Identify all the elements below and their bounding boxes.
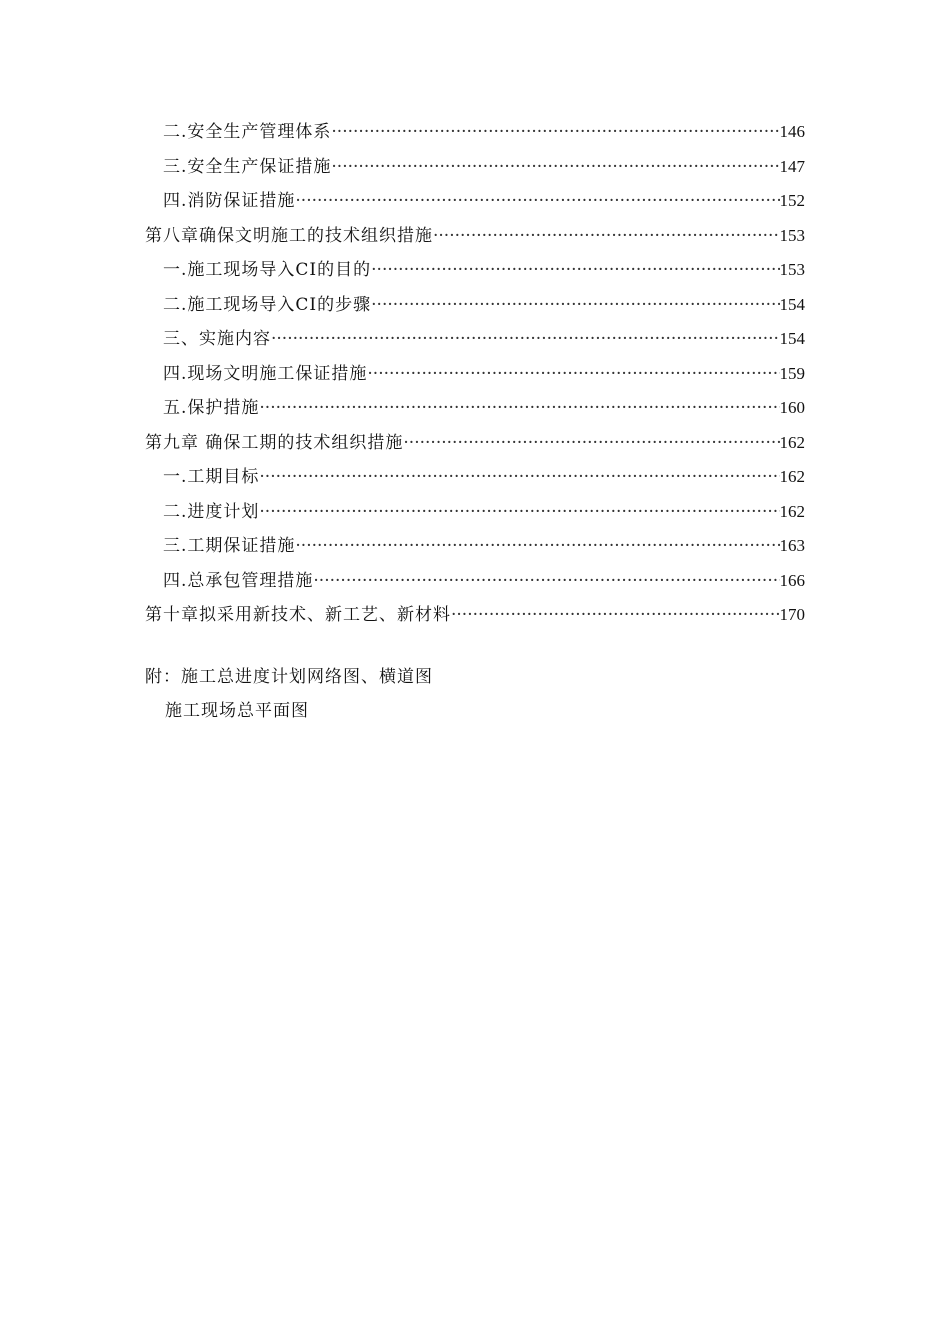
toc-page-number: 147 <box>779 156 805 176</box>
toc-page-number: 154 <box>779 294 805 314</box>
toc-entry-title: 一.工期目标 <box>163 467 260 488</box>
toc-page-number: 162 <box>779 467 805 487</box>
toc-page-number: 146 <box>779 122 805 142</box>
toc-entry-title: 第八章确保文明施工的技术组织措施 <box>145 225 433 246</box>
toc-dot-leader <box>331 156 779 178</box>
toc-chapter-entry <box>145 426 805 461</box>
toc-section-entry <box>145 322 805 357</box>
toc-page-number: 159 <box>779 363 805 383</box>
toc-page-number: 163 <box>779 536 805 556</box>
toc-page-number: 162 <box>779 432 805 452</box>
toc-entry-title: 四.消防保证措施 <box>163 191 296 212</box>
toc-dot-leader <box>271 328 780 350</box>
toc-dot-leader <box>259 466 779 488</box>
toc-entry-title: 三.安全生产保证措施 <box>163 156 332 177</box>
toc-section-entry <box>145 357 805 392</box>
toc-dot-leader <box>371 294 779 316</box>
toc-page-number: 153 <box>779 260 805 280</box>
toc-section-entry <box>145 253 805 288</box>
toc-section-entry <box>145 150 805 185</box>
toc-dot-leader <box>403 432 779 454</box>
toc-entry-title: 三.工期保证措施 <box>163 536 296 557</box>
toc-entry-title: 四.总承包管理措施 <box>163 570 314 591</box>
toc-page-number: 170 <box>779 605 805 625</box>
toc-dot-leader <box>295 190 779 212</box>
toc-chapter-entry <box>145 598 805 633</box>
toc-dot-leader <box>367 363 779 385</box>
toc-page-number: 166 <box>779 570 805 590</box>
appendix-line: 附：施工总进度计划网络图、横道图 <box>145 667 433 687</box>
toc-section-entry <box>145 529 805 564</box>
toc-entry-title: 第九章 确保工期的技术组织措施 <box>145 432 404 453</box>
toc-section-entry <box>145 564 805 599</box>
toc-entry-title: 第十章拟采用新技术、新工艺、新材料 <box>145 605 451 626</box>
toc-dot-leader <box>331 121 779 143</box>
toc-dot-leader <box>259 501 779 523</box>
toc-entry-title: 四.现场文明施工保证措施 <box>163 363 368 384</box>
toc-page-number: 160 <box>779 398 805 418</box>
toc-entry-title: 二.安全生产管理体系 <box>163 122 332 143</box>
toc-dot-leader <box>433 225 780 247</box>
toc-entry-title: 二.进度计划 <box>163 501 260 522</box>
toc-page-number: 153 <box>779 225 805 245</box>
toc-page-number: 162 <box>779 501 805 521</box>
toc-entry-title: 五.保护措施 <box>163 398 260 419</box>
toc-section-entry <box>145 184 805 219</box>
table-of-contents <box>145 115 805 633</box>
appendix-note <box>145 660 433 728</box>
toc-dot-leader <box>259 397 779 419</box>
appendix-line: 施工现场总平面图 <box>165 701 309 721</box>
toc-section-entry <box>145 495 805 530</box>
toc-entry-title: 一.施工现场导入CI的目的 <box>163 260 372 281</box>
toc-dot-leader <box>313 570 779 592</box>
toc-dot-leader <box>371 259 779 281</box>
toc-entry-title: 二.施工现场导入CI的步骤 <box>163 294 372 315</box>
toc-chapter-entry <box>145 219 805 254</box>
toc-section-entry <box>145 391 805 426</box>
toc-dot-leader <box>451 604 780 626</box>
toc-section-entry <box>145 288 805 323</box>
toc-dot-leader <box>295 535 779 557</box>
toc-page-number: 152 <box>779 191 805 211</box>
toc-page-number: 154 <box>779 329 805 349</box>
toc-entry-title: 三、实施内容 <box>163 329 271 350</box>
toc-section-entry <box>145 460 805 495</box>
toc-section-entry <box>145 115 805 150</box>
